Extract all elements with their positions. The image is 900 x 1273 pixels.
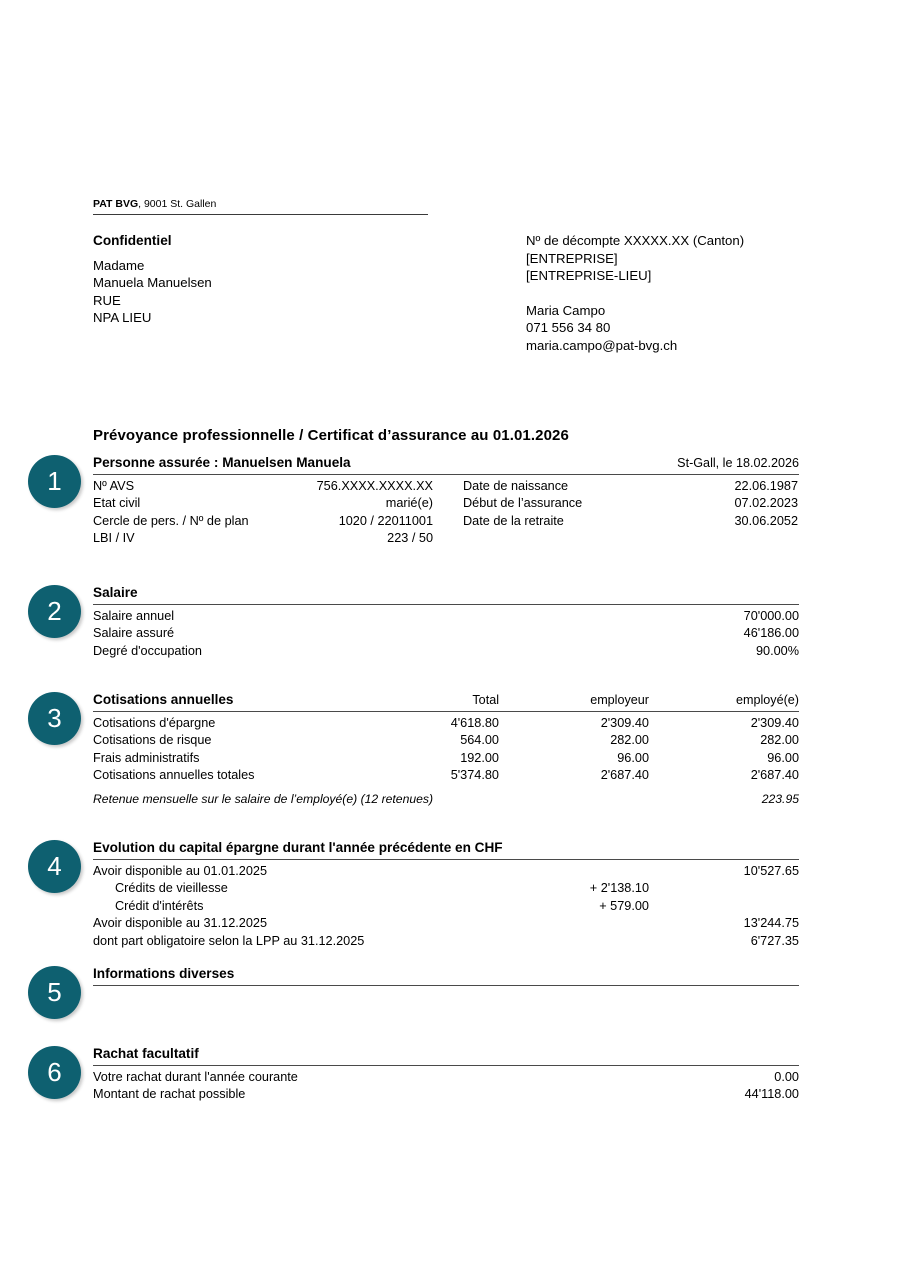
employee-risk-contribution: 282.00: [760, 733, 799, 748]
value-marital-status: marié(e): [385, 496, 433, 511]
label-retirement-date: Date de la retraite: [463, 513, 564, 528]
section-1-header: [93, 455, 799, 475]
page-title: Prévoyance professionnelle / Certificat d’assurance au 01.01.2026: [93, 427, 569, 444]
value-lbi-iv: 223 / 50: [387, 531, 433, 546]
value-possible-buyin: 44'118.00: [744, 1087, 799, 1102]
mid-mandatory-share: [499, 933, 649, 950]
recipient-street: RUE: [93, 292, 121, 308]
capital-rows: [93, 860, 799, 950]
list-item: [93, 863, 799, 880]
label-insured-salary: Salaire assuré: [93, 626, 175, 641]
section-badge-2: 2: [28, 585, 81, 638]
end-retirement-credits: [649, 880, 799, 897]
section-4-heading: Evolution du capital épargne durant l'année précédente en CHF: [93, 840, 503, 855]
label-balance-end: Avoir disponible au 31.12.2025: [93, 916, 268, 931]
label-risk-contribution: Cotisations de risque: [93, 733, 212, 748]
label-plan-number: Cercle de pers. / Nº de plan: [93, 513, 249, 528]
value-insurance-start: 07.02.2023: [734, 496, 798, 511]
grid-gap: [433, 530, 463, 547]
section-badge-4: 4: [28, 840, 81, 893]
grid-gap: [433, 495, 463, 512]
label-birthdate: Date de naissance: [463, 479, 569, 493]
sender-address: , 9001 St. Gallen: [138, 198, 217, 210]
value-balance-end: 13'244.75: [743, 916, 799, 931]
section-3-heading: Cotisations annuelles: [93, 692, 234, 707]
section-1-body: [93, 455, 799, 548]
monthly-deduction-label: Retenue mensuelle sur le salaire de l’employé(e) (12 retenues): [93, 791, 434, 806]
sender-line: [93, 198, 428, 215]
contact-block: [526, 232, 744, 355]
column-header-employee: employé(e): [736, 693, 799, 707]
value-current-year-buyin: 0.00: [774, 1070, 799, 1084]
end-interest-credit: [649, 898, 799, 915]
employer-risk-contribution: 282.00: [610, 733, 649, 748]
section-6-body: [93, 1046, 799, 1104]
list-item: [93, 933, 799, 950]
list-item: [93, 880, 799, 897]
mid-balance-start: [499, 863, 649, 880]
contributions-table: [93, 712, 799, 785]
total-total-contributions: 5'374.80: [450, 768, 499, 783]
section-5-heading: Informations diverses: [93, 966, 235, 981]
label-marital-status: Etat civil: [93, 496, 141, 511]
section-6-header: [93, 1046, 799, 1066]
employee-savings-contribution: 2'309.40: [750, 716, 799, 730]
list-item: [93, 898, 799, 915]
mid-balance-end: [499, 915, 649, 932]
section-2-heading: Salaire: [93, 585, 138, 600]
section-2-rows: [93, 605, 799, 660]
section-badge-6: 6: [28, 1046, 81, 1099]
column-header-employer: employeur: [590, 693, 649, 707]
section-3-header: [93, 692, 799, 712]
employee-total-contributions: 2'687.40: [750, 768, 799, 783]
section-5-body: [93, 966, 799, 986]
value-avs: 756.XXXX.XXXX.XX: [316, 479, 433, 493]
account-number-line: Nº de décompte XXXXX.XX (Canton): [526, 233, 745, 248]
label-current-year-buyin: Votre rachat durant l'année courante: [93, 1070, 298, 1084]
recipient-name: Manuela Manuelsen: [93, 275, 212, 291]
company-name: [ENTREPRISE]: [526, 250, 618, 266]
table-row: [93, 767, 799, 784]
value-interest-credit: + 579.00: [599, 898, 649, 913]
section-badge-3: 3: [28, 692, 81, 745]
label-occupation-rate: Degré d'occupation: [93, 643, 202, 658]
recipient-address: [93, 232, 212, 327]
label-avs: Nº AVS: [93, 479, 135, 493]
agent-phone: 071 556 34 80: [526, 320, 611, 336]
grid-gap: [638, 530, 798, 547]
employer-total-contributions: 2'687.40: [600, 768, 649, 783]
label-annual-salary: Salaire annuel: [93, 609, 175, 623]
label-savings-contribution: Cotisations d'épargne: [93, 716, 216, 730]
grid-gap: [433, 513, 463, 530]
value-annual-salary: 70'000.00: [743, 609, 799, 623]
label-retirement-credits: Crédits de vieillesse: [115, 881, 228, 896]
label-balance-start: Avoir disponible au 01.01.2025: [93, 864, 268, 878]
table-row: [93, 732, 799, 749]
value-mandatory-share: 6'727.35: [750, 933, 799, 948]
monthly-deduction-note: [93, 785, 799, 808]
label-lbi-iv: LBI / IV: [93, 531, 135, 546]
recipient-city: NPA LIEU: [93, 310, 152, 326]
section-6-heading: Rachat facultatif: [93, 1046, 199, 1061]
value-birthdate: 22.06.1987: [734, 479, 798, 493]
employer-admin-fees: 96.00: [617, 750, 649, 765]
section-1-grid: [93, 475, 799, 548]
section-badge-1: 1: [28, 455, 81, 508]
value-insured-salary: 46'186.00: [743, 626, 799, 641]
label-insurance-start: Début de l’assurance: [463, 496, 583, 511]
label-total-contributions: Cotisations annuelles totales: [93, 768, 255, 783]
label-admin-fees: Frais administratifs: [93, 750, 200, 765]
section-2-body: [93, 585, 799, 660]
value-balance-start: 10'527.65: [743, 864, 799, 878]
monthly-deduction-value: 223.95: [761, 791, 799, 806]
section-2-header: [93, 585, 799, 605]
section-4-body: [93, 840, 799, 950]
value-retirement-credits: + 2'138.10: [589, 881, 649, 896]
confidential-label: Confidentiel: [93, 233, 172, 248]
agent-email: maria.campo@pat-bvg.ch: [526, 337, 678, 353]
section-1-heading: Personne assurée : Manuelsen Manuela: [93, 455, 351, 470]
company-place: [ENTREPRISE-LIEU]: [526, 268, 652, 284]
contact-spacer: [526, 285, 744, 302]
grid-gap: [463, 530, 638, 547]
issue-place-date: St-Gall, le 18.02.2026: [677, 456, 799, 470]
total-risk-contribution: 564.00: [460, 733, 499, 748]
section-4-header: [93, 840, 799, 860]
total-admin-fees: 192.00: [460, 750, 499, 765]
employee-admin-fees: 96.00: [767, 750, 799, 765]
total-savings-contribution: 4'618.80: [450, 716, 499, 730]
value-plan-number: 1020 / 22011001: [338, 513, 433, 528]
value-retirement-date: 30.06.2052: [734, 513, 798, 528]
section-6-rows: [93, 1066, 799, 1104]
section-badge-5: 5: [28, 966, 81, 1019]
recipient-salutation: Madame: [93, 257, 145, 273]
sender-company: PAT BVG: [93, 198, 139, 210]
grid-gap: [433, 478, 463, 495]
section-5-header: [93, 966, 799, 986]
table-row: [93, 712, 799, 732]
table-row: [93, 750, 799, 767]
list-item: [93, 915, 799, 932]
label-interest-credit: Crédit d'intérêts: [115, 898, 204, 913]
value-occupation-rate: 90.00%: [755, 643, 799, 658]
label-possible-buyin: Montant de rachat possible: [93, 1087, 246, 1102]
column-header-total: Total: [472, 693, 499, 707]
agent-name: Maria Campo: [526, 302, 606, 318]
label-mandatory-share: dont part obligatoire selon la LPP au 31.12.2025: [93, 933, 365, 948]
employer-savings-contribution: 2'309.40: [600, 716, 649, 730]
section-3-body: [93, 692, 799, 808]
